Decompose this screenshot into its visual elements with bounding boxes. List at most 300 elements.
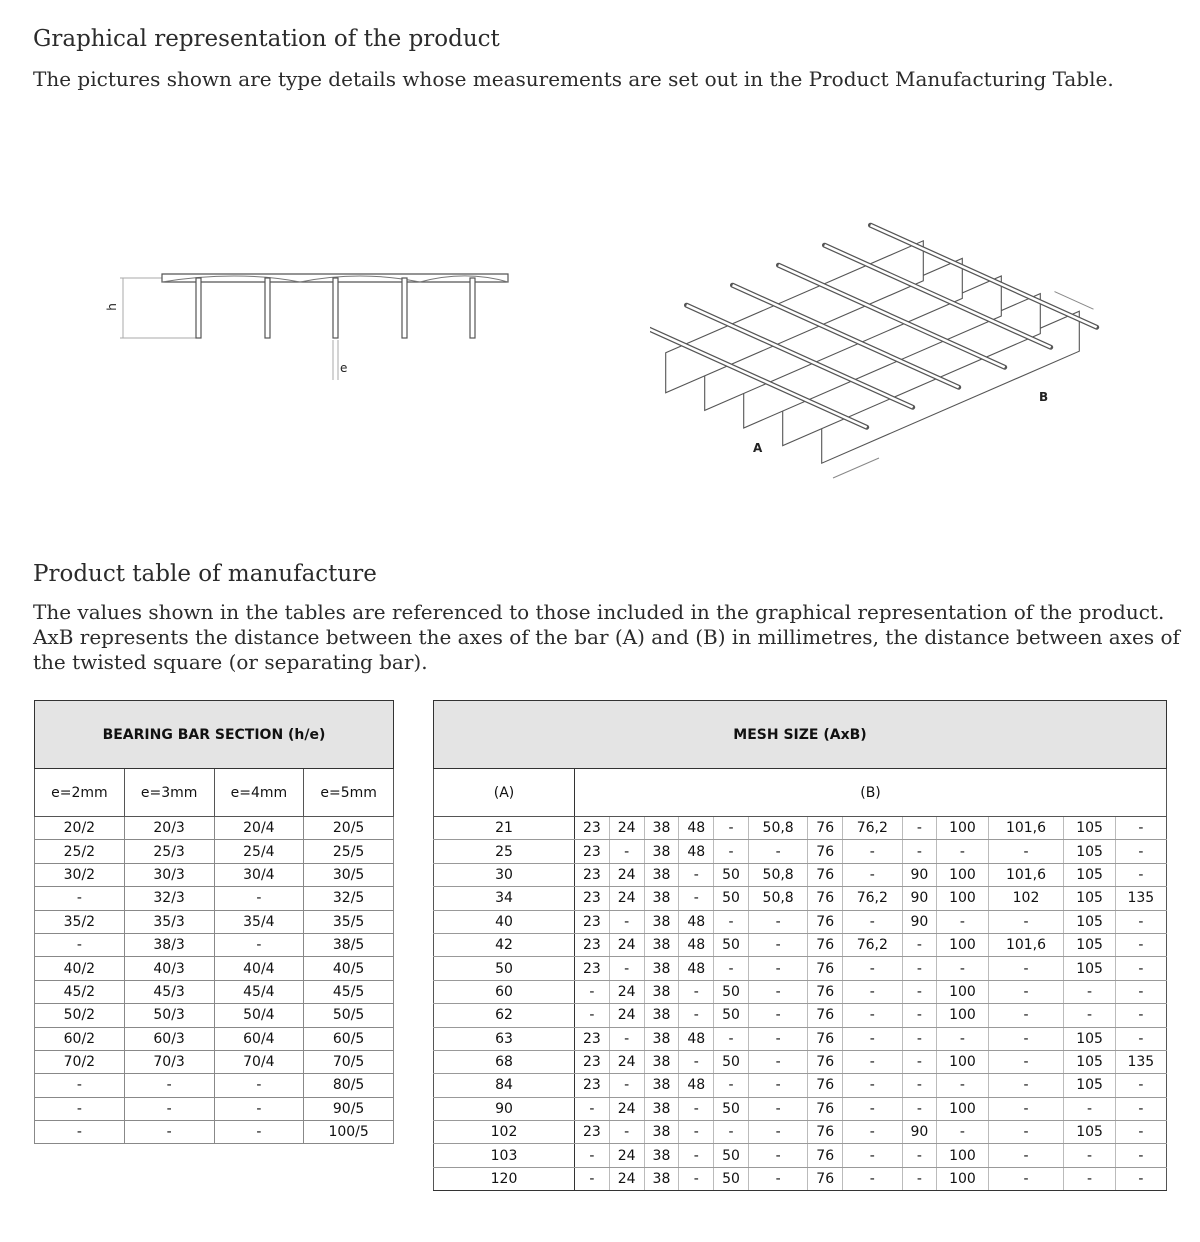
- mesh-table-title: MESH SIZE (AxB): [434, 701, 1167, 769]
- b-value-cell: -: [679, 887, 714, 910]
- b-value-cell: -: [748, 1004, 807, 1027]
- table-cell: -: [35, 933, 125, 956]
- table-cell: 20/3: [124, 817, 214, 840]
- b-value-cell: -: [1115, 1097, 1166, 1120]
- mesh-size-table: [433, 700, 1167, 1191]
- b-value-cell: -: [575, 1167, 610, 1190]
- b-value-cell: -: [714, 1027, 749, 1050]
- b-value-cell: 76: [808, 957, 843, 980]
- a-value-cell: 25: [434, 840, 575, 863]
- a-value-cell: 102: [434, 1121, 575, 1144]
- b-value-cell: 23: [575, 933, 610, 956]
- b-value-cell: 38: [644, 1050, 679, 1073]
- b-value-cell: -: [575, 1004, 610, 1027]
- b-value-cell: 23: [575, 1027, 610, 1050]
- b-value-cell: 24: [609, 1144, 644, 1167]
- b-value-cell: 38: [644, 840, 679, 863]
- b-value-cell: -: [748, 1121, 807, 1144]
- b-value-cell: 135: [1115, 887, 1166, 910]
- a-value-cell: 84: [434, 1074, 575, 1097]
- table-row: [35, 840, 394, 863]
- b-value-cell: 38: [644, 1167, 679, 1190]
- table-cell: 25/2: [35, 840, 125, 863]
- b-value-cell: 100: [937, 1050, 988, 1073]
- b-value-cell: 50: [714, 1167, 749, 1190]
- column-header: e=2mm: [35, 769, 125, 817]
- table-cell: 35/4: [214, 910, 304, 933]
- table-cell: -: [35, 1097, 125, 1120]
- table-row: [35, 863, 394, 886]
- b-value-cell: 48: [679, 840, 714, 863]
- table-cell: 30/5: [304, 863, 394, 886]
- b-value-cell: 105: [1064, 933, 1115, 956]
- b-value-cell: 105: [1064, 957, 1115, 980]
- b-value-cell: 38: [644, 863, 679, 886]
- b-value-cell: -: [748, 840, 807, 863]
- table-row: [434, 1121, 1167, 1144]
- b-value-cell: 100: [937, 887, 988, 910]
- b-value-cell: -: [988, 840, 1064, 863]
- b-value-cell: 23: [575, 957, 610, 980]
- b-value-cell: -: [843, 980, 902, 1003]
- b-value-cell: -: [1115, 863, 1166, 886]
- b-value-cell: 105: [1064, 1027, 1115, 1050]
- a-value-cell: 120: [434, 1167, 575, 1190]
- table-row: [35, 1097, 394, 1120]
- b-value-cell: 24: [609, 817, 644, 840]
- b-value-cell: -: [843, 1004, 902, 1027]
- table-row: [434, 887, 1167, 910]
- table-cell: 32/5: [304, 887, 394, 910]
- b-value-cell: -: [1115, 910, 1166, 933]
- b-value-cell: 24: [609, 980, 644, 1003]
- e-label: e: [340, 361, 348, 375]
- bearing-bar-table: [34, 700, 394, 1144]
- b-value-cell: -: [609, 910, 644, 933]
- table-row: [35, 817, 394, 840]
- product-table-heading: Product table of manufacture: [33, 561, 377, 587]
- table-cell: 45/4: [214, 980, 304, 1003]
- b-value-cell: 50,8: [748, 887, 807, 910]
- b-value-cell: 76: [808, 1027, 843, 1050]
- a-value-cell: 103: [434, 1144, 575, 1167]
- b-value-cell: 23: [575, 910, 610, 933]
- table-cell: -: [124, 1121, 214, 1144]
- table-row: [434, 910, 1167, 933]
- table-cell: 25/5: [304, 840, 394, 863]
- b-value-cell: 105: [1064, 863, 1115, 886]
- b-value-cell: -: [679, 1144, 714, 1167]
- b-value-cell: -: [1115, 817, 1166, 840]
- b-value-cell: -: [679, 863, 714, 886]
- b-value-cell: -: [1115, 840, 1166, 863]
- b-value-cell: 100: [937, 980, 988, 1003]
- b-value-cell: -: [748, 1027, 807, 1050]
- b-value-cell: 105: [1064, 1050, 1115, 1073]
- a-value-cell: 34: [434, 887, 575, 910]
- b-value-cell: -: [902, 1050, 937, 1073]
- graphical-description: The pictures shown are type details whose measurements are set out in the Product Manufacturing Table.: [33, 67, 1114, 91]
- b-value-cell: -: [843, 1121, 902, 1144]
- b-value-cell: -: [988, 1027, 1064, 1050]
- b-value-cell: -: [902, 1097, 937, 1120]
- table-row: [35, 887, 394, 910]
- table-row: [434, 1027, 1167, 1050]
- b-value-cell: 24: [609, 1167, 644, 1190]
- b-value-cell: 76: [808, 933, 843, 956]
- b-value-cell: 76: [808, 840, 843, 863]
- table-cell: 30/2: [35, 863, 125, 886]
- b-value-cell: -: [1115, 957, 1166, 980]
- b-value-cell: -: [714, 1074, 749, 1097]
- table-row: [35, 1027, 394, 1050]
- b-value-cell: -: [748, 1167, 807, 1190]
- b-value-cell: 50: [714, 980, 749, 1003]
- table-cell: 45/5: [304, 980, 394, 1003]
- b-value-cell: 38: [644, 980, 679, 1003]
- b-value-cell: -: [902, 980, 937, 1003]
- b-value-cell: -: [714, 1121, 749, 1144]
- column-header: e=5mm: [304, 769, 394, 817]
- table-row: [434, 1004, 1167, 1027]
- b-value-cell: -: [902, 933, 937, 956]
- b-value-cell: 23: [575, 840, 610, 863]
- b-value-cell: 23: [575, 1050, 610, 1073]
- table-cell: 38/3: [124, 933, 214, 956]
- table-cell: 70/3: [124, 1050, 214, 1073]
- table-row: [35, 1121, 394, 1144]
- b-value-cell: 23: [575, 817, 610, 840]
- table-row: [434, 1167, 1167, 1190]
- table-cell: -: [214, 1097, 304, 1120]
- b-value-cell: -: [1115, 980, 1166, 1003]
- table-cell: 32/3: [124, 887, 214, 910]
- b-value-cell: -: [748, 957, 807, 980]
- b-value-cell: -: [748, 1074, 807, 1097]
- b-value-cell: -: [679, 1004, 714, 1027]
- table-row: [35, 1004, 394, 1027]
- b-value-cell: -: [843, 1167, 902, 1190]
- b-value-cell: 38: [644, 1027, 679, 1050]
- b-value-cell: 76,2: [843, 887, 902, 910]
- b-value-cell: 105: [1064, 887, 1115, 910]
- table-cell: 50/2: [35, 1004, 125, 1027]
- column-header: e=4mm: [214, 769, 304, 817]
- table-row: [434, 863, 1167, 886]
- column-header-a: (A): [434, 769, 575, 817]
- b-value-cell: 48: [679, 933, 714, 956]
- table-cell: -: [214, 1074, 304, 1097]
- b-value-cell: -: [843, 1097, 902, 1120]
- b-value-cell: 101,6: [988, 817, 1064, 840]
- b-value-cell: 48: [679, 1074, 714, 1097]
- b-value-cell: 76: [808, 1121, 843, 1144]
- b-value-cell: -: [1064, 1004, 1115, 1027]
- b-value-cell: 135: [1115, 1050, 1166, 1073]
- table-cell: -: [124, 1097, 214, 1120]
- b-value-cell: 24: [609, 1050, 644, 1073]
- b-value-cell: -: [714, 840, 749, 863]
- b-value-cell: -: [988, 910, 1064, 933]
- table-cell: 20/4: [214, 817, 304, 840]
- b-value-cell: -: [1115, 933, 1166, 956]
- b-value-cell: -: [988, 1097, 1064, 1120]
- table-cell: 40/2: [35, 957, 125, 980]
- table-cell: 20/5: [304, 817, 394, 840]
- b-value-cell: -: [1115, 1121, 1166, 1144]
- b-value-cell: 38: [644, 1144, 679, 1167]
- a-value-cell: 40: [434, 910, 575, 933]
- b-value-cell: -: [609, 957, 644, 980]
- b-value-cell: -: [748, 980, 807, 1003]
- b-value-cell: 101,6: [988, 933, 1064, 956]
- table-cell: 45/2: [35, 980, 125, 1003]
- table-cell: 60/5: [304, 1027, 394, 1050]
- b-value-cell: 38: [644, 1004, 679, 1027]
- table-cell: 70/2: [35, 1050, 125, 1073]
- table-cell: -: [214, 1121, 304, 1144]
- table-row: [35, 1050, 394, 1073]
- b-value-cell: 105: [1064, 840, 1115, 863]
- table-cell: 40/5: [304, 957, 394, 980]
- b-value-cell: 48: [679, 817, 714, 840]
- table-row: [434, 957, 1167, 980]
- b-value-cell: 38: [644, 817, 679, 840]
- b-value-cell: -: [679, 1050, 714, 1073]
- b-value-cell: 24: [609, 933, 644, 956]
- b-value-cell: -: [937, 957, 988, 980]
- table-cell: 90/5: [304, 1097, 394, 1120]
- b-value-cell: -: [937, 1074, 988, 1097]
- table-cell: 30/4: [214, 863, 304, 886]
- b-value-cell: 101,6: [988, 863, 1064, 886]
- a-value-cell: 50: [434, 957, 575, 980]
- table-row: [35, 957, 394, 980]
- b-value-cell: 24: [609, 887, 644, 910]
- b-value-cell: -: [609, 1027, 644, 1050]
- b-value-cell: 76: [808, 1144, 843, 1167]
- table-row: [434, 933, 1167, 956]
- b-value-cell: 100: [937, 1097, 988, 1120]
- b-value-cell: -: [609, 840, 644, 863]
- b-value-cell: -: [1115, 1004, 1166, 1027]
- a-value-cell: 30: [434, 863, 575, 886]
- b-value-cell: -: [714, 817, 749, 840]
- table-cell: 45/3: [124, 980, 214, 1003]
- b-value-cell: -: [902, 1074, 937, 1097]
- table-cell: 35/5: [304, 910, 394, 933]
- b-value-cell: 90: [902, 863, 937, 886]
- b-value-cell: -: [988, 957, 1064, 980]
- b-value-cell: 50: [714, 1050, 749, 1073]
- b-value-cell: 23: [575, 887, 610, 910]
- b-value-cell: 50: [714, 1097, 749, 1120]
- b-value-cell: -: [843, 1027, 902, 1050]
- b-value-cell: -: [748, 1144, 807, 1167]
- b-value-cell: 38: [644, 1097, 679, 1120]
- b-value-cell: -: [575, 980, 610, 1003]
- b-value-cell: -: [843, 910, 902, 933]
- b-value-cell: 100: [937, 817, 988, 840]
- table-row: [434, 840, 1167, 863]
- b-value-cell: 24: [609, 863, 644, 886]
- table-row: [35, 1074, 394, 1097]
- b-value-cell: -: [988, 1074, 1064, 1097]
- a-value-cell: 42: [434, 933, 575, 956]
- b-value-cell: -: [1064, 1097, 1115, 1120]
- b-value-cell: -: [714, 910, 749, 933]
- table-row: [35, 980, 394, 1003]
- b-value-cell: 38: [644, 1121, 679, 1144]
- grating-isometric-figure: [650, 178, 1110, 488]
- b-value-cell: 50: [714, 887, 749, 910]
- b-value-cell: 76: [808, 817, 843, 840]
- table-cell: 20/2: [35, 817, 125, 840]
- b-value-cell: 38: [644, 910, 679, 933]
- bearing-table-title: BEARING BAR SECTION (h/e): [35, 701, 394, 769]
- table-row: [434, 817, 1167, 840]
- b-value-cell: 76: [808, 887, 843, 910]
- b-value-cell: -: [1115, 1144, 1166, 1167]
- b-value-cell: -: [1115, 1027, 1166, 1050]
- table-cell: 25/4: [214, 840, 304, 863]
- product-table-description: The values shown in the tables are referenced to those included in the graphical representation of the product. AxB represents the distance between the axes of the bar (A) and (B) in millimetres, the distance between axes of the twisted square (or separating bar).: [33, 600, 1180, 674]
- b-value-cell: 23: [575, 863, 610, 886]
- b-value-cell: -: [843, 1144, 902, 1167]
- b-value-cell: -: [1064, 980, 1115, 1003]
- b-value-cell: -: [748, 1097, 807, 1120]
- b-value-cell: -: [937, 840, 988, 863]
- b-value-cell: 76: [808, 1074, 843, 1097]
- b-value-cell: 50,8: [748, 817, 807, 840]
- a-value-cell: 62: [434, 1004, 575, 1027]
- b-value-cell: -: [1064, 1144, 1115, 1167]
- b-value-cell: -: [1115, 1074, 1166, 1097]
- b-value-cell: 100: [937, 863, 988, 886]
- table-row: [35, 910, 394, 933]
- b-value-cell: 76,2: [843, 817, 902, 840]
- b-value-cell: -: [988, 1167, 1064, 1190]
- b-value-cell: 100: [937, 1144, 988, 1167]
- column-header-b: (B): [575, 769, 1167, 817]
- table-row: [434, 1097, 1167, 1120]
- table-cell: 60/4: [214, 1027, 304, 1050]
- b-value-cell: -: [748, 933, 807, 956]
- b-value-cell: 76: [808, 1167, 843, 1190]
- b-value-cell: -: [902, 1144, 937, 1167]
- b-value-cell: 38: [644, 1074, 679, 1097]
- b-value-cell: -: [902, 1167, 937, 1190]
- b-value-cell: -: [902, 840, 937, 863]
- b-value-cell: 102: [988, 887, 1064, 910]
- b-value-cell: 76: [808, 1050, 843, 1073]
- table-cell: 35/3: [124, 910, 214, 933]
- b-value-cell: 50: [714, 1144, 749, 1167]
- b-value-cell: 76: [808, 1004, 843, 1027]
- graphical-heading: Graphical representation of the product: [33, 26, 500, 52]
- b-value-cell: 50: [714, 863, 749, 886]
- b-value-cell: -: [988, 1050, 1064, 1073]
- b-value-cell: -: [902, 1004, 937, 1027]
- table-cell: -: [35, 887, 125, 910]
- table-row: [434, 1050, 1167, 1073]
- b-value-cell: 23: [575, 1121, 610, 1144]
- b-value-cell: -: [843, 840, 902, 863]
- b-value-cell: 48: [679, 1027, 714, 1050]
- b-value-cell: 90: [902, 1121, 937, 1144]
- b-value-cell: 105: [1064, 1074, 1115, 1097]
- a-value-cell: 68: [434, 1050, 575, 1073]
- table-cell: -: [35, 1074, 125, 1097]
- table-cell: 38/5: [304, 933, 394, 956]
- b-value-cell: 100: [937, 1004, 988, 1027]
- a-value-cell: 63: [434, 1027, 575, 1050]
- b-value-cell: 76: [808, 863, 843, 886]
- b-value-cell: 105: [1064, 1121, 1115, 1144]
- table-cell: 50/5: [304, 1004, 394, 1027]
- b-value-cell: -: [679, 980, 714, 1003]
- b-value-cell: -: [843, 1074, 902, 1097]
- table-cell: 70/5: [304, 1050, 394, 1073]
- b-value-cell: 76: [808, 910, 843, 933]
- b-value-cell: 23: [575, 1074, 610, 1097]
- b-value-cell: -: [748, 1050, 807, 1073]
- b-value-cell: -: [843, 863, 902, 886]
- h-label: h: [104, 303, 119, 311]
- table-cell: -: [124, 1074, 214, 1097]
- table-cell: 40/3: [124, 957, 214, 980]
- table-cell: 80/5: [304, 1074, 394, 1097]
- table-cell: 60/3: [124, 1027, 214, 1050]
- a-value-cell: 21: [434, 817, 575, 840]
- b-value-cell: -: [843, 957, 902, 980]
- b-value-cell: -: [679, 1121, 714, 1144]
- a-value-cell: 90: [434, 1097, 575, 1120]
- b-value-cell: -: [988, 980, 1064, 1003]
- cross-section-figure: [100, 260, 530, 390]
- table-cell: 35/2: [35, 910, 125, 933]
- b-value-cell: 90: [902, 887, 937, 910]
- b-value-cell: -: [1064, 1167, 1115, 1190]
- b-value-cell: -: [902, 817, 937, 840]
- table-cell: 40/4: [214, 957, 304, 980]
- b-value-cell: 76,2: [843, 933, 902, 956]
- b-value-cell: 105: [1064, 817, 1115, 840]
- b-value-cell: -: [609, 1121, 644, 1144]
- b-value-cell: 38: [644, 957, 679, 980]
- table-cell: 60/2: [35, 1027, 125, 1050]
- b-value-cell: -: [937, 1121, 988, 1144]
- b-value-cell: -: [609, 1074, 644, 1097]
- b-value-cell: -: [714, 957, 749, 980]
- table-row: [35, 933, 394, 956]
- b-value-cell: 48: [679, 910, 714, 933]
- b-value-cell: 76: [808, 1097, 843, 1120]
- table-cell: -: [35, 1121, 125, 1144]
- b-value-cell: -: [1115, 1167, 1166, 1190]
- b-value-cell: -: [988, 1121, 1064, 1144]
- b-value-cell: -: [679, 1167, 714, 1190]
- table-cell: 50/3: [124, 1004, 214, 1027]
- table-cell: 30/3: [124, 863, 214, 886]
- b-value-cell: 105: [1064, 910, 1115, 933]
- a-value-cell: 60: [434, 980, 575, 1003]
- b-value-cell: 38: [644, 933, 679, 956]
- b-value-cell: -: [937, 1027, 988, 1050]
- b-value-cell: -: [902, 957, 937, 980]
- table-row: [434, 980, 1167, 1003]
- b-value-cell: 90: [902, 910, 937, 933]
